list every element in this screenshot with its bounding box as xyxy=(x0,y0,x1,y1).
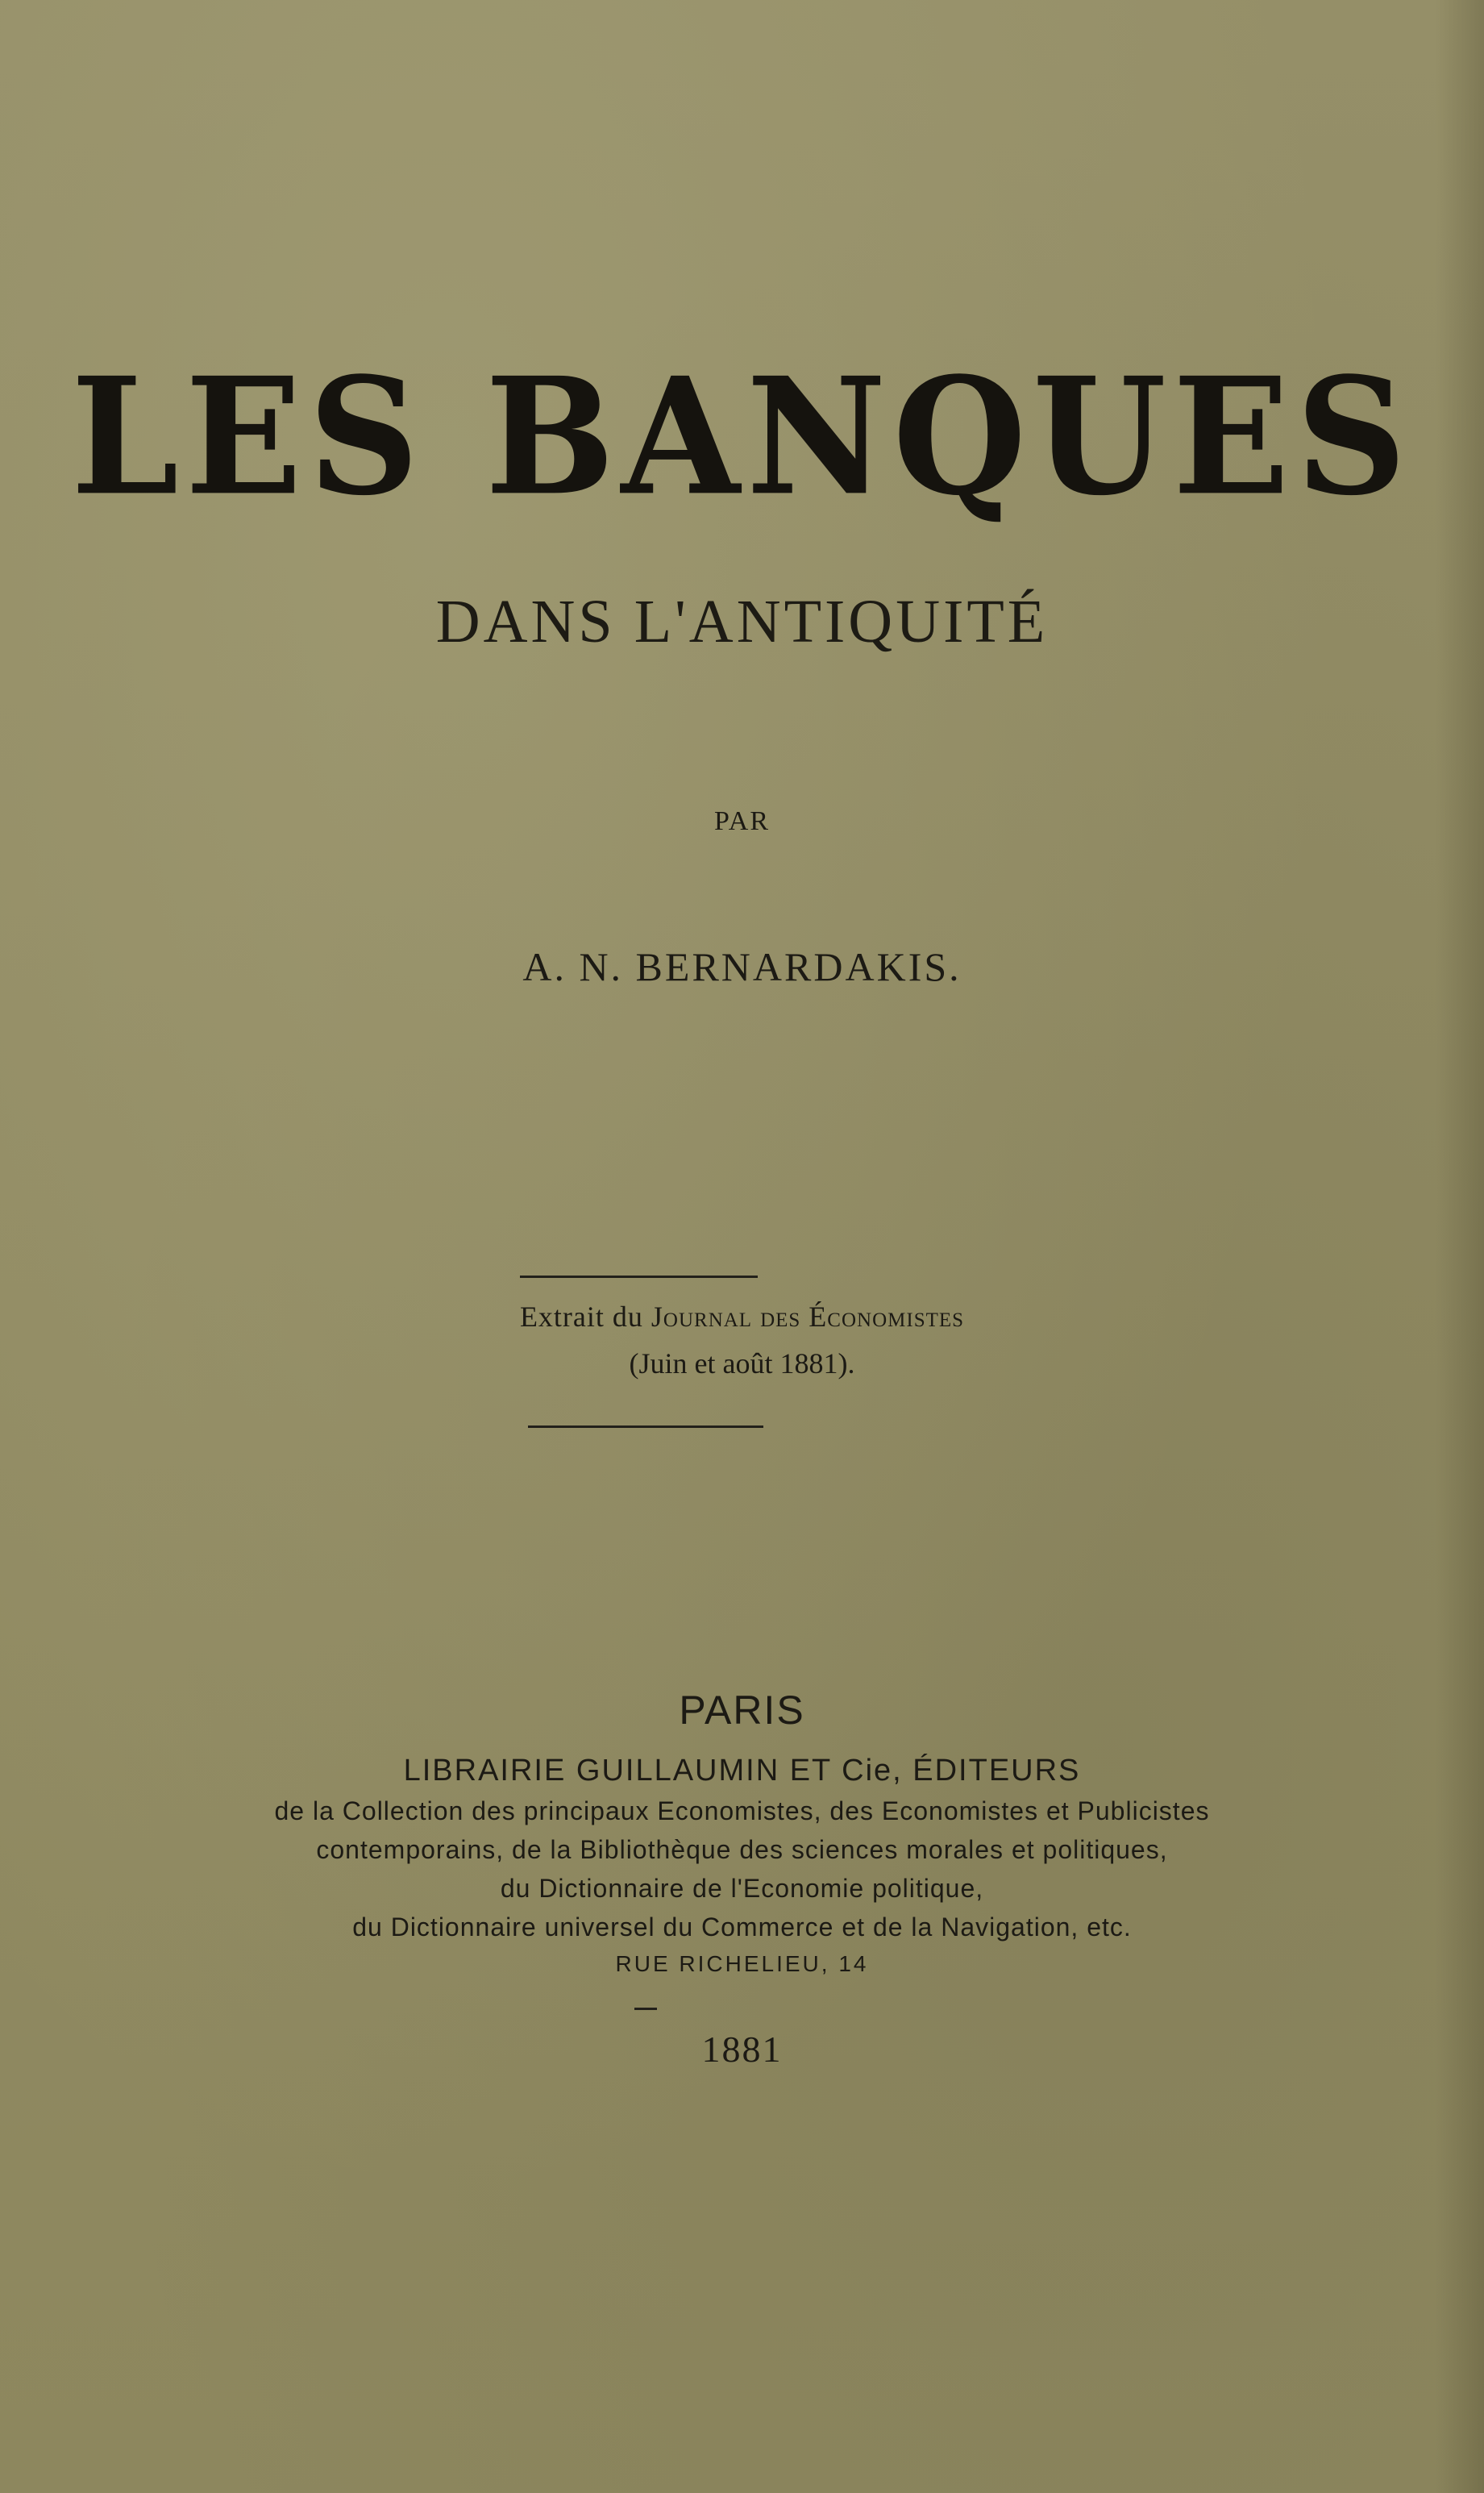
divider-top xyxy=(520,1276,758,1278)
extract-note xyxy=(0,1300,1484,1334)
extract-prefix: Extrait du xyxy=(519,1301,651,1333)
imprint-address: RUE RICHELIEU, 14 xyxy=(615,1951,869,1976)
imprint-line: du Dictionnaire universel du Commerce et de la Navigation, etc. xyxy=(352,1912,1132,1942)
book-title: LES BANQUES xyxy=(71,342,1413,531)
imprint-publisher: LIBRAIRIE GUILLAUMIN ET Cie, ÉDITEURS xyxy=(403,1754,1081,1788)
imprint-line: de la Collection des principaux Economistes, des Economistes et Publicistes xyxy=(274,1796,1210,1825)
imprint-line: contemporains, de la Bibliothèque des sciences morales et politiques, xyxy=(316,1835,1168,1864)
by-label: PAR xyxy=(713,806,771,836)
imprint-line: du Dictionnaire de l'Economie politique, xyxy=(500,1874,984,1903)
author-name: A. N. BERNARDAKIS. xyxy=(522,944,962,989)
year-dash xyxy=(634,2008,657,2010)
journal-name: Journal des Économistes xyxy=(651,1301,965,1333)
extract-date: (Juin et août 1881). xyxy=(629,1347,855,1380)
book-subtitle: DANS L'ANTIQUITÉ xyxy=(435,588,1049,656)
imprint-city: PARIS xyxy=(679,1688,805,1733)
publication-year: 1881 xyxy=(701,2029,783,2070)
divider-bottom xyxy=(528,1425,763,1428)
